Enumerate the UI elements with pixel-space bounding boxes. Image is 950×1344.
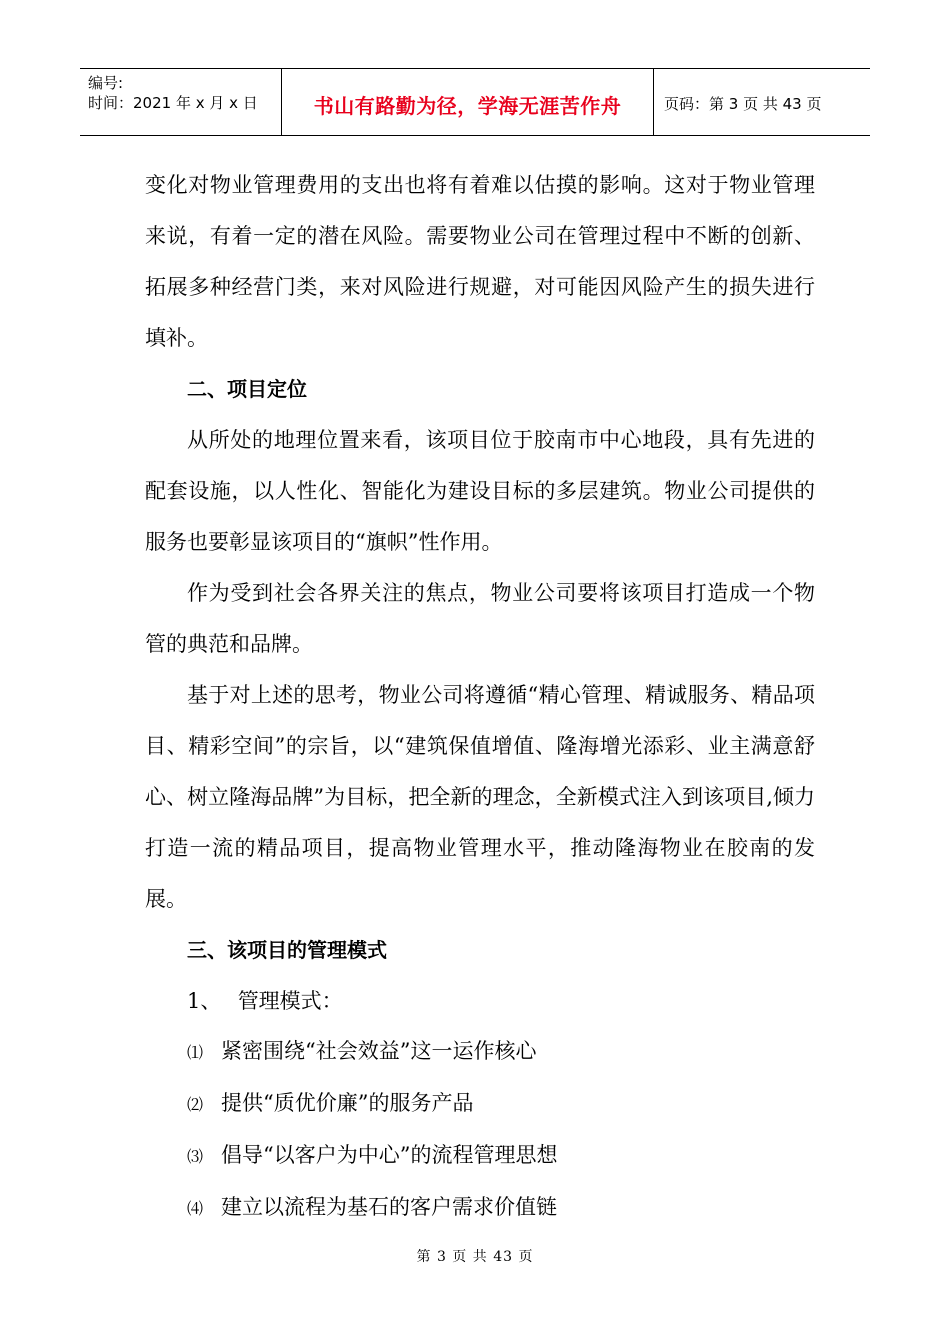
paragraph: 基于对上述的思考，物业公司将遵循“精心管理、精诚服务、精品项目、精彩空间”的宗旨，以“建筑保值增值、隆海增光添彩、业主满意舒心、树立隆海品牌”为目标，把全新的理念，全新模式注入到该项目,倾力打造一流的精品项目，提高物业管理水平，推动隆海物业在胶南的发展。 [145,683,815,911]
list-item-text: 管理模式： [237,989,343,1013]
sub-list-item-number: ⑷ [187,1199,204,1218]
sub-list-item-number: ⑴ [187,1043,204,1062]
sub-list-item-text: 提供“质优价廉”的服务产品 [221,1091,474,1115]
paragraph: 从所处的地理位置来看，该项目位于胶南市中心地段，具有先进的配套设施，以人性化、智能化为建设目标的多层建筑。物业公司提供的服务也要彰显该项目的“旗帜”性作用。 [145,428,815,554]
sub-list-item-number: ⑶ [187,1147,204,1166]
sub-list-item [145,1026,815,1078]
document-number-label: 编号: [88,74,124,92]
list-item [145,976,815,1026]
header-page-info: 页码：第 3 页 共 43 页 [664,94,822,113]
paragraph: 变化对物业管理费用的支出也将有着难以估摸的影响。这对于物业管理来说，有着一定的潜在风险。需要物业公司在管理过程中不断的创新、拓展多种经营门类，来对风险进行规避，对可能因风险产生的损失进行填补。 [145,173,815,350]
sub-list-item [145,1130,815,1182]
sub-list-item-text: 建立以流程为基石的客户需求价值链 [221,1195,557,1219]
sub-list-item-number: ⑵ [187,1095,204,1114]
document-time-label: 时间：2021 年 x 月 x 日 [88,94,258,112]
header-motto: 书山有路勤为径，学海无涯苦作舟 [282,69,654,135]
paragraph: 作为受到社会各界关注的焦点，物业公司要将该项目打造成一个物管的典范和品牌。 [145,581,815,656]
header-meta [80,69,282,135]
page-header [80,68,870,136]
section-heading: 三、该项目的管理模式 [187,938,387,962]
sub-list-item [145,1078,815,1130]
sub-list-item-text: 倡导“以客户为中心”的流程管理思想 [221,1143,558,1167]
list-item-number: 1、 [187,989,222,1013]
sub-list-item [145,1182,815,1234]
sub-list-item-text: 紧密围绕“社会效益”这一运作核心 [221,1039,537,1063]
section-heading: 二、项目定位 [187,377,307,401]
document-body [145,160,815,1234]
page-footer: 第 3 页 共 43 页 [416,1249,534,1265]
